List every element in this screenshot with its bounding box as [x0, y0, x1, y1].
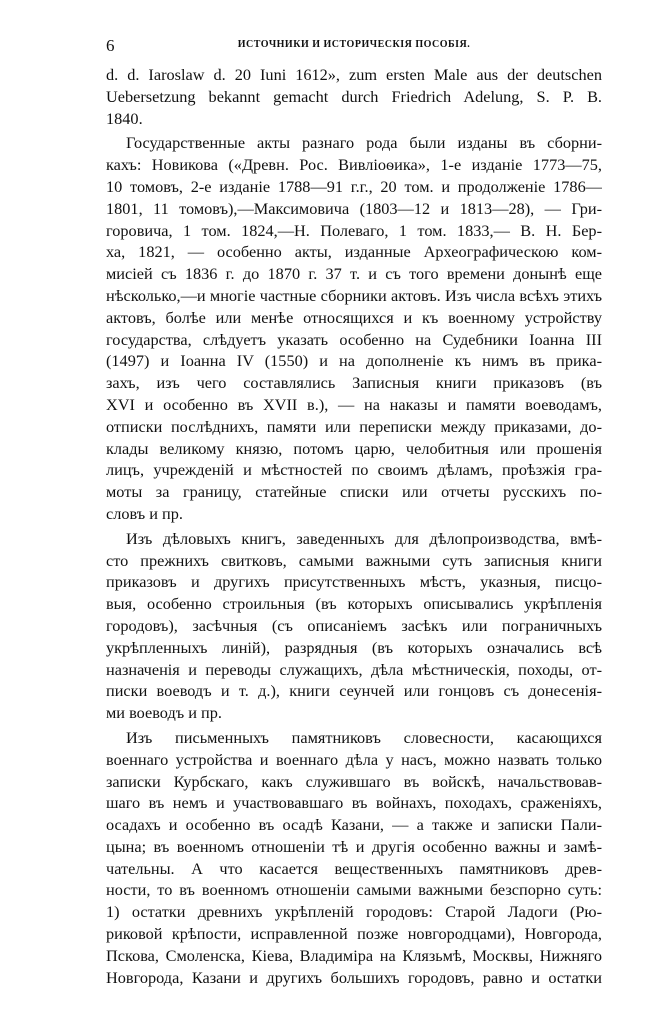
text-line: словъ и пр. — [106, 503, 183, 523]
text-line: 1) остатки древнихъ укрѣпленій городовъ: Старой Ладоги (Рю- — [106, 902, 602, 922]
text-line: Изъ письменныхъ памятниковъ словесности, касающихся — [126, 727, 602, 747]
page-number: 6 — [106, 36, 115, 55]
page-header — [106, 36, 602, 56]
text-line: риковой крѣпости, исправленной позже новгородцами), Новгорода, — [106, 924, 602, 944]
text-line: (1497) и Іоанна IV (1550) и на дополненіе къ нимъ въ прика- — [106, 351, 602, 371]
text-line: 10 томовъ, 2-е изданіе 1788—91 г.г., 20 том. и продолженіе 1786— — [106, 176, 602, 196]
text-line: осадахъ и особенно въ осадѣ Казани, — а также и записки Пали- — [106, 815, 602, 835]
text-line: 1801, 11 томовъ),—Максимовича (1803—12 и 1813—28), — Гри- — [106, 198, 602, 218]
text-line: цына; въ военномъ отношеніи тѣ и другія особенно важны и замѣ- — [106, 836, 602, 856]
text-line: укрѣпленныхъ линій), разрядныя (въ которыхъ означались всѣ — [106, 637, 602, 657]
paragraph — [106, 528, 602, 724]
text-line: назначенія и переводы служащихъ, дѣла мѣстническія, походы, от- — [106, 659, 602, 679]
text-line: моты за границу, статейные списки или отчеты русскихъ по- — [106, 482, 602, 502]
running-title: ИСТОЧНИКИ И ИСТОРИЧЕСКІЯ ПОСОБІЯ. — [237, 39, 471, 50]
page-body — [106, 64, 602, 991]
text-line: ми воеводъ и пр. — [106, 703, 222, 723]
text-line: ха, 1821, — особенно акты, изданные Археографическою ком- — [106, 242, 602, 262]
text-line: отписки послѣднихъ, памяти или переписки между приказами, до- — [106, 416, 602, 436]
paragraph — [106, 64, 602, 129]
text-line: мисіей съ 1836 г. до 1870 г. 37 т. и съ того времени донынѣ еще — [106, 264, 602, 284]
text-line: захъ, изъ чего составлялись Записныя книги приказовъ (въ — [106, 373, 602, 393]
text-line: сто прежнихъ свитковъ, самыми важными суть записныя книги — [106, 550, 602, 570]
text-line: ности, то въ военномъ отношеніи самыми важными безспорно суть: — [106, 880, 602, 900]
text-line: военнаго устройства и военнаго дѣла у насъ, можно назвать только — [106, 749, 602, 769]
text-line: Новгорода, Казани и другихъ большихъ городовъ, равно и остатки — [106, 967, 602, 987]
text-line: Пскова, Смоленска, Кіева, Владиміра на Клязьмѣ, Москвы, Нижняго — [106, 945, 602, 965]
text-line: Изъ дѣловыхъ книгъ, заведенныхъ для дѣлопроизводства, вмѣ- — [126, 528, 602, 548]
text-line: Государственные акты разнаго рода были изданы въ сборни- — [126, 133, 602, 153]
text-line: выя, особенно строильныя (въ которыхъ описывались укрѣпленія — [106, 594, 602, 614]
text-line: лицъ, учрежденій и мѣстностей по своимъ дѣламъ, проѣзжія гра- — [106, 460, 602, 480]
text-line: чательны. А что касается вещественныхъ памятниковъ древ- — [106, 858, 602, 878]
text-line: 1840. — [106, 108, 143, 128]
text-line: приказовъ и другихъ присутственныхъ мѣстъ, указныя, писцо- — [106, 572, 602, 592]
paragraph — [106, 727, 602, 989]
text-line: клады великому князю, потомъ царю, челобитныя или прошенія — [106, 438, 602, 458]
text-line: Uebersetzung bekannt gemacht durch Friedrich Adelung, S. P. B. — [106, 86, 602, 106]
text-line: записки Курбскаго, какъ служившаго въ войскѣ, начальствовав- — [106, 771, 602, 791]
text-line: шаго въ немъ и участвовавшаго въ войнахъ, походахъ, сраженіяхъ, — [106, 793, 602, 813]
text-line: нѣсколько,—и многіе частные сборники актовъ. Изъ числа всѣхъ этихъ — [106, 285, 602, 305]
text-line: городовъ), засѣчныя (съ описаніемъ засѣкъ или пограничныхъ — [106, 615, 602, 635]
text-line: XVI и особенно въ XVII в.), — на наказы и памяти воеводамъ, — [106, 394, 602, 414]
text-line: государства, слѣдуетъ указать особенно на Судебники Іоанна III — [106, 329, 602, 349]
text-line: кахъ: Новикова («Древн. Рос. Вивліоѳика», 1-е изданіе 1773—75, — [106, 155, 602, 175]
text-line: писки воеводъ и т. д.), книги сеунчей или гонцовъ съ донесенія- — [106, 681, 602, 701]
paragraph — [106, 132, 602, 524]
text-line: актовъ, болѣе или менѣе относящихся и къ военному устройству — [106, 307, 602, 327]
text-line: d. d. Iaroslaw d. 20 Iuni 1612», zum ersten Male aus der deutschen — [106, 65, 602, 84]
text-line: горовича, 1 том. 1824,—Н. Полеваго, 1 том. 1833,— В. Н. Бер- — [106, 220, 602, 240]
